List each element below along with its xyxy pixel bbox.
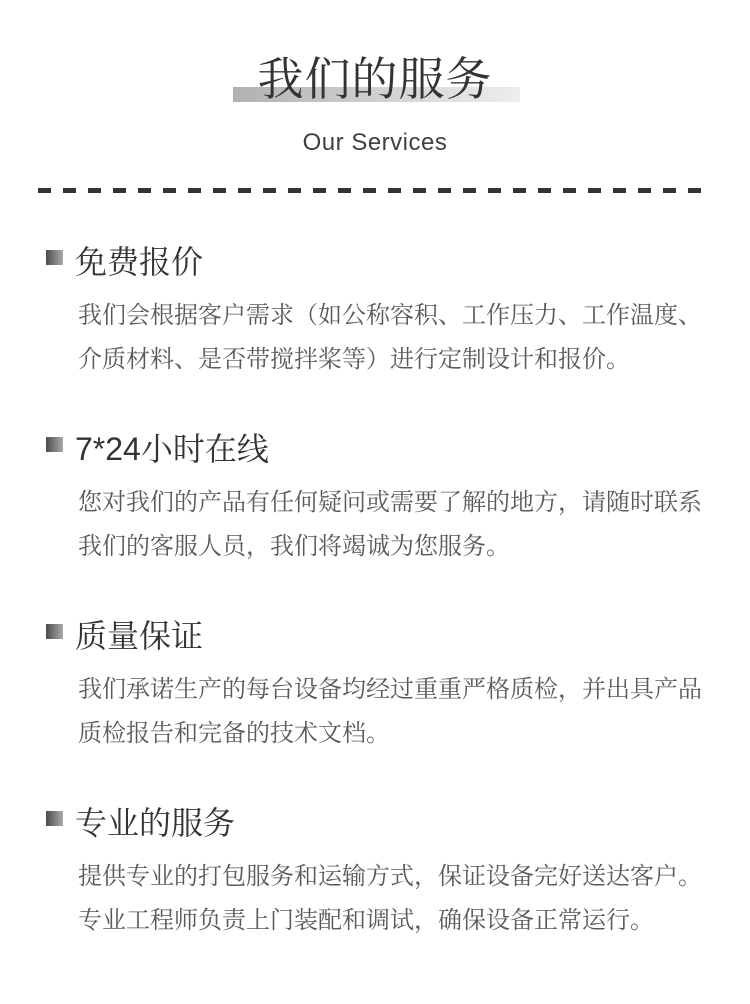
service-item-professional-service	[38, 801, 712, 943]
service-description-line: 我们会根据客户需求（如公称容积、工作压力、工作温度、	[78, 302, 702, 329]
service-description-line: 我们的客服人员，我们将竭诚为您服务。	[78, 533, 510, 560]
service-description	[78, 481, 712, 569]
service-item-online-support	[38, 427, 712, 569]
service-title: 专业的服务	[75, 805, 236, 841]
service-description-line: 我们承诺生产的每台设备均经过重重严格质检，并出具产品	[78, 676, 702, 703]
service-description	[78, 294, 712, 382]
service-description-line: 专业工程师负责上门装配和调试，确保设备正常运行。	[78, 907, 654, 934]
square-bullet-icon	[46, 811, 63, 826]
service-description-line: 质检报告和完备的技术文档。	[78, 720, 390, 747]
service-description	[78, 668, 712, 756]
dashed-divider	[38, 188, 712, 193]
page-title	[258, 50, 493, 108]
service-title: 免费报价	[75, 244, 204, 280]
service-item-quality-guarantee	[38, 614, 712, 756]
service-heading	[38, 614, 712, 658]
service-title: 质量保证	[75, 618, 204, 654]
service-description-line: 介质材料、是否带搅拌桨等）进行定制设计和报价。	[78, 346, 630, 373]
square-bullet-icon	[46, 250, 63, 265]
service-heading	[38, 427, 712, 471]
section-header	[0, 0, 750, 158]
service-heading	[38, 240, 712, 284]
service-description-line: 您对我们的产品有任何疑问或需要了解的地方，请随时联系	[78, 489, 702, 516]
service-description-line: 提供专业的打包服务和运输方式，保证设备完好送达客户。	[78, 863, 702, 890]
service-heading	[38, 801, 712, 845]
page-title-text: 我们的服务	[257, 53, 493, 105]
service-title: 7*24小时在线	[75, 431, 269, 467]
services-list	[0, 240, 750, 943]
service-item-free-quote	[38, 240, 712, 382]
page-subtitle: Our Services	[302, 129, 448, 156]
service-description	[78, 855, 712, 943]
square-bullet-icon	[46, 624, 63, 639]
square-bullet-icon	[46, 437, 63, 452]
